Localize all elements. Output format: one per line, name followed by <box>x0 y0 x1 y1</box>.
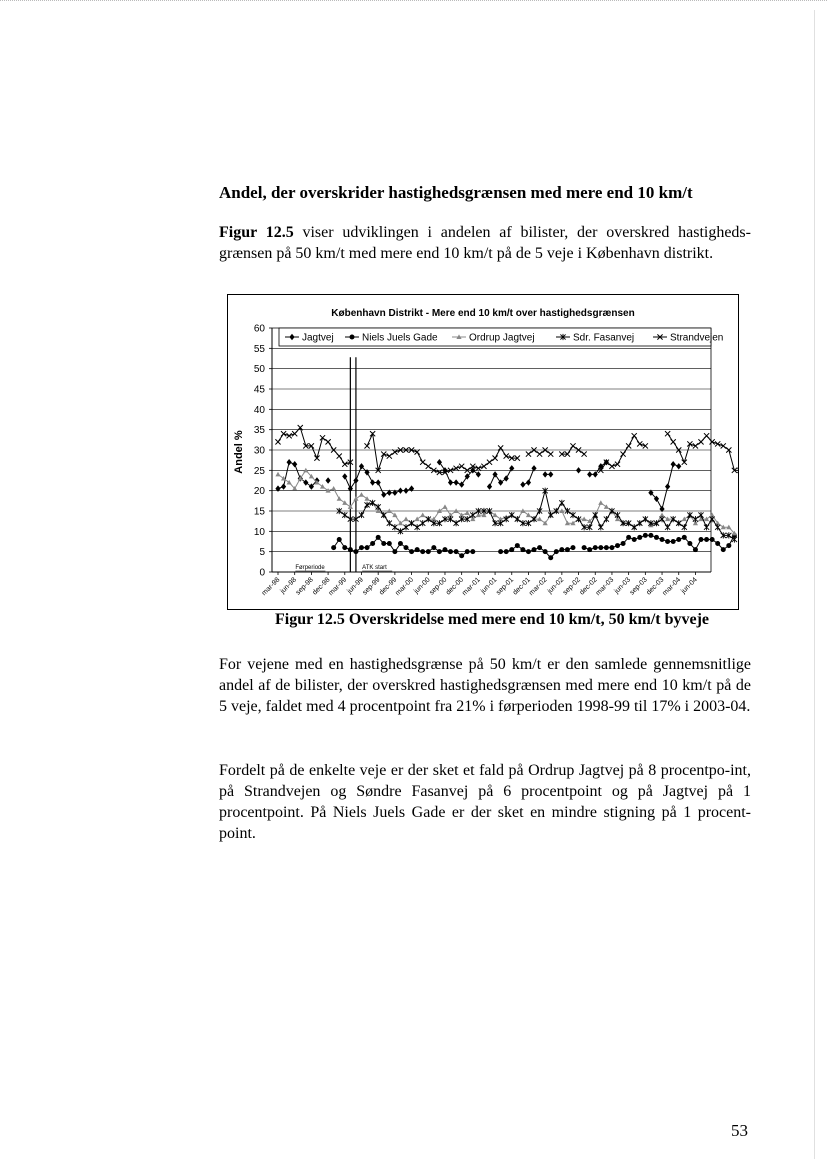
y-tick-label: 15 <box>253 506 265 518</box>
data-point <box>504 454 509 459</box>
x-tick-label: mar-03 <box>594 576 616 598</box>
series-line <box>651 464 679 509</box>
data-point <box>420 520 425 526</box>
data-point <box>426 464 431 469</box>
section-heading: Andel, der overskrider hastighedsgrænsen med mere end 10 km/t <box>219 183 693 202</box>
x-tick-label: dec-99 <box>378 576 399 597</box>
x-tick-label: sep-99 <box>361 576 382 597</box>
y-tick-labels <box>254 324 272 579</box>
data-point <box>643 443 648 448</box>
data-point <box>682 524 687 530</box>
data-point <box>398 487 403 493</box>
y-tick-label: 45 <box>253 384 265 396</box>
data-point <box>704 433 709 438</box>
data-point <box>671 439 676 444</box>
data-point <box>565 547 570 552</box>
data-point <box>570 512 575 518</box>
data-point <box>403 517 408 522</box>
data-point <box>492 456 497 461</box>
data-point <box>704 524 709 530</box>
data-point <box>548 451 553 456</box>
data-point <box>459 553 464 558</box>
data-point <box>654 535 659 540</box>
data-point <box>615 543 620 548</box>
legend-label: Niels Juels Gade <box>362 332 438 344</box>
data-point <box>331 486 336 491</box>
paragraph-by-road: Fordelt på de enkelte veje er der sket et fald på Ordrup Jagtvej på 8 procentpo-int, på Strandvejen og Søndre Fasanvej på 6 procentpoint og på Jagtvej på 1 procentpoint. På Niels Juels Gade er der sket en mindre stigning på 1 procent-point. <box>219 762 751 842</box>
x-tick-label: dec-00 <box>444 576 466 597</box>
data-point <box>409 520 414 526</box>
data-point <box>693 516 698 522</box>
data-point <box>442 547 447 552</box>
x-tick-label: sep-02 <box>561 576 582 597</box>
data-point <box>381 492 386 498</box>
data-point <box>520 547 525 552</box>
data-point <box>710 537 715 542</box>
data-point <box>342 512 347 518</box>
legend <box>279 328 723 346</box>
data-point <box>376 479 381 485</box>
data-point <box>487 483 492 489</box>
data-point <box>275 439 280 444</box>
data-point <box>359 492 364 497</box>
legend-label: Strandvejen <box>670 332 724 344</box>
data-point <box>726 543 731 548</box>
paragraph-summary: For vejene med en hastighedsgrænse på 50 km/t er den samlede gennemsnitlige andel af de bilister, der overskred hastighedsgrænsen med mere end 10 km/t på de 5 veje, faldet med 4 procentpoint fra 21% i førperioden 1998-99 til 17% i 2003-04. <box>219 656 751 715</box>
data-point <box>359 545 364 550</box>
data-point <box>710 516 715 522</box>
data-point <box>543 549 548 554</box>
x-tick-label: jun-02 <box>546 576 566 596</box>
data-point <box>454 549 459 554</box>
data-point <box>342 545 347 550</box>
data-point <box>665 524 670 530</box>
data-point <box>615 462 620 467</box>
data-point <box>537 545 542 550</box>
data-point <box>643 516 648 522</box>
data-point <box>498 549 503 554</box>
x-tick-label: mar-99 <box>327 576 349 598</box>
data-point <box>437 549 442 554</box>
x-tick-label: sep-98 <box>294 576 315 597</box>
data-point <box>559 547 564 552</box>
data-point <box>676 463 681 469</box>
x-tick-label: jun-99 <box>346 576 365 596</box>
data-point <box>331 545 336 550</box>
data-point <box>359 512 364 518</box>
data-point <box>350 335 355 340</box>
data-point <box>621 541 626 546</box>
data-point <box>626 443 631 448</box>
data-point <box>648 533 653 538</box>
data-point <box>682 535 687 540</box>
data-point <box>515 543 520 548</box>
data-point <box>526 451 531 456</box>
data-point <box>364 502 369 508</box>
data-point <box>554 549 559 554</box>
data-point <box>637 520 642 526</box>
data-point <box>537 451 542 456</box>
x-tick-label: jun-98 <box>279 576 299 596</box>
series-niels-juels-gade <box>331 533 737 560</box>
data-point <box>598 500 603 505</box>
x-tick-label: sep-01 <box>495 576 516 597</box>
y-tick-label: 5 <box>259 547 265 559</box>
data-point <box>643 533 648 538</box>
data-point <box>698 439 703 444</box>
series-jagtvej <box>275 459 681 512</box>
data-point <box>632 537 637 542</box>
x-tick-label: dec-98 <box>311 576 332 597</box>
data-point <box>548 555 553 560</box>
data-point <box>699 537 704 542</box>
data-point <box>448 479 453 485</box>
data-point <box>576 467 581 473</box>
y-tick-label: 60 <box>253 323 265 335</box>
data-point <box>337 537 342 542</box>
series-layer <box>275 425 738 560</box>
data-point <box>370 500 375 506</box>
data-point <box>287 433 292 438</box>
data-point <box>481 464 486 469</box>
data-point <box>665 539 670 544</box>
data-point <box>548 471 553 477</box>
data-point <box>671 539 676 544</box>
data-point <box>381 451 386 456</box>
series-line <box>601 436 646 471</box>
data-point <box>365 545 370 550</box>
data-point <box>303 479 308 485</box>
period-markers <box>350 357 356 572</box>
data-point <box>710 439 715 444</box>
data-point <box>325 439 330 444</box>
annotations <box>295 565 392 571</box>
data-point <box>548 512 553 518</box>
data-point <box>470 512 475 518</box>
data-point <box>587 547 592 552</box>
data-point <box>715 541 720 546</box>
data-point <box>409 549 414 554</box>
y-tick-label: 55 <box>253 343 265 355</box>
data-point <box>687 441 692 446</box>
data-point <box>353 549 358 554</box>
y-tick-label: 10 <box>253 526 265 538</box>
data-point <box>582 451 587 456</box>
data-point <box>604 516 609 522</box>
data-point <box>721 443 726 448</box>
data-point <box>381 512 386 518</box>
data-point <box>693 443 698 448</box>
y-tick-label: 40 <box>253 404 265 416</box>
data-point <box>403 524 408 530</box>
data-point <box>370 479 375 485</box>
data-point <box>342 462 347 467</box>
x-tick-label: dec-02 <box>578 576 599 597</box>
data-point <box>598 524 603 530</box>
data-point <box>342 473 347 479</box>
data-point <box>392 524 397 530</box>
data-point <box>287 459 292 465</box>
data-point <box>632 433 637 438</box>
page-top-edge <box>0 0 827 5</box>
series-strandvejen <box>275 425 738 481</box>
data-point <box>593 545 598 550</box>
data-point <box>376 535 381 540</box>
line-chart <box>228 295 738 609</box>
data-point <box>403 487 408 493</box>
data-point <box>459 464 464 469</box>
data-point <box>659 516 664 522</box>
data-point <box>415 524 420 530</box>
legend-label: Jagtvej <box>302 332 334 344</box>
data-point <box>509 547 514 552</box>
data-point <box>381 541 386 546</box>
data-point <box>420 549 425 554</box>
x-tick-label: jun-01 <box>479 576 499 596</box>
data-point <box>532 547 537 552</box>
data-point <box>376 504 381 510</box>
data-point <box>632 524 637 530</box>
data-point <box>420 460 425 465</box>
x-tick-label: jun-00 <box>412 576 432 596</box>
data-point <box>325 477 330 483</box>
page-right-rule <box>814 10 815 1159</box>
data-point <box>715 524 720 530</box>
data-point <box>687 541 692 546</box>
data-point <box>526 549 531 554</box>
data-point <box>504 549 509 554</box>
x-tick-label: jun-04 <box>680 576 699 596</box>
data-point <box>543 471 548 477</box>
data-point <box>504 475 509 481</box>
data-point <box>609 545 614 550</box>
series-line <box>278 428 350 465</box>
data-point <box>570 545 575 550</box>
data-point <box>665 431 670 436</box>
data-point <box>570 443 575 448</box>
x-tick-label: mar-00 <box>394 576 415 598</box>
data-point <box>626 535 631 540</box>
x-tick-label: mar-04 <box>661 576 683 598</box>
page-number: 53 <box>731 1121 748 1140</box>
x-tick-labels <box>261 572 699 597</box>
x-tick-label: mar-02 <box>527 576 549 598</box>
data-point <box>609 464 614 469</box>
data-point <box>292 461 297 467</box>
data-point <box>364 443 369 448</box>
legend-label: Ordrup Jagtvej <box>469 332 535 344</box>
intro-paragraph <box>219 222 751 264</box>
data-point <box>671 461 676 467</box>
data-point <box>676 520 681 526</box>
data-point <box>526 479 531 485</box>
figure-reference: Figur 12.5 <box>219 224 294 241</box>
data-point <box>715 441 720 446</box>
data-point <box>404 545 409 550</box>
x-tick-label: mar-01 <box>461 576 482 598</box>
data-point <box>520 481 525 487</box>
data-point <box>454 520 459 526</box>
data-point <box>470 549 475 554</box>
data-point <box>598 545 603 550</box>
data-point <box>637 535 642 540</box>
data-point <box>559 500 564 506</box>
data-point <box>620 451 625 456</box>
y-tick-label: 35 <box>253 425 265 437</box>
data-point <box>281 431 286 436</box>
data-point <box>348 547 353 552</box>
y-tick-label: 50 <box>253 364 265 376</box>
data-point <box>337 496 342 501</box>
data-point <box>426 549 431 554</box>
data-point <box>704 537 709 542</box>
data-point <box>465 549 470 554</box>
chart-title: København Distrikt - Mere end 10 km/t over hastighedsgrænsen <box>331 308 635 319</box>
data-point <box>398 541 403 546</box>
data-point <box>665 483 670 489</box>
data-point <box>387 520 392 526</box>
data-point <box>442 504 447 509</box>
x-tick-label: dec-01 <box>511 576 532 597</box>
y-tick-label: 30 <box>253 445 265 457</box>
data-point <box>604 545 609 550</box>
data-point <box>420 512 425 517</box>
data-point <box>370 541 375 546</box>
data-point <box>693 547 698 552</box>
x-tick-label: dec-03 <box>645 576 666 597</box>
data-point <box>637 441 642 446</box>
data-point <box>676 537 681 542</box>
data-point <box>687 512 692 518</box>
data-point <box>509 512 514 518</box>
data-point <box>476 471 481 477</box>
data-point <box>721 547 726 552</box>
data-point <box>582 545 587 550</box>
data-point <box>515 516 520 522</box>
figure-frame <box>227 294 739 610</box>
data-point <box>504 516 509 522</box>
data-point <box>281 483 286 489</box>
legend-label: Sdr. Fasanvej <box>573 332 635 344</box>
intro-text: viser udviklingen i andelen af bilister, der overskred hastigheds-grænsen på 50 km/t med mere end 10 km/t på de 5 veje i København distrikt. <box>219 224 751 262</box>
data-point <box>454 479 459 485</box>
data-point <box>487 460 492 465</box>
data-point <box>337 454 342 459</box>
data-point <box>682 460 687 465</box>
data-point <box>587 471 592 477</box>
data-point <box>431 545 436 550</box>
y-tick-label: 0 <box>259 567 265 579</box>
y-tick-label: 25 <box>253 465 265 477</box>
data-point <box>415 547 420 552</box>
data-point <box>292 431 297 436</box>
data-point <box>387 541 392 546</box>
series-line <box>339 491 734 540</box>
data-point <box>387 454 392 459</box>
x-tick-label: mar-98 <box>260 576 282 598</box>
data-point <box>615 512 620 518</box>
annotation-label: ATK start <box>362 565 387 571</box>
x-tick-label: sep-00 <box>428 576 449 597</box>
data-point <box>275 472 280 477</box>
data-point <box>698 512 703 518</box>
figure-caption: Figur 12.5 Overskridelse med mere end 10 km/t, 50 km/t byveje <box>275 611 710 628</box>
x-tick-label: sep-03 <box>628 576 649 597</box>
data-point <box>392 549 397 554</box>
annotation-label: Førperiode <box>295 565 325 571</box>
data-point <box>448 549 453 554</box>
series-sdr-fasanvej <box>337 488 737 543</box>
y-axis-label: Andel % <box>233 430 245 474</box>
y-tick-label: 20 <box>253 486 265 498</box>
x-tick-label: jun-03 <box>613 576 633 596</box>
data-point <box>660 537 665 542</box>
data-point <box>593 512 598 518</box>
